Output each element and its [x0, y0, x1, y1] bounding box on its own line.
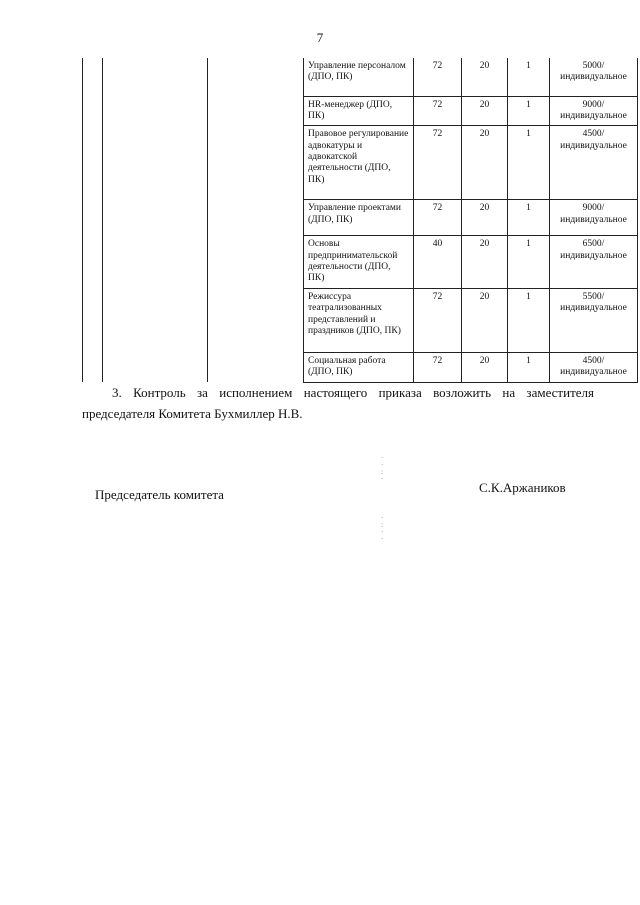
count-cell: 1 — [508, 126, 550, 200]
blank-cell — [208, 126, 304, 200]
blank-cell — [83, 58, 103, 96]
training-form: индивидуальное — [560, 110, 627, 121]
training-form: индивидуальное — [560, 140, 627, 151]
hours-cell: 40 — [414, 236, 462, 289]
price-value: 9000/ — [582, 99, 605, 110]
training-form: индивидуальное — [560, 214, 627, 225]
students-cell: 20 — [462, 126, 508, 200]
blank-cell — [103, 352, 208, 382]
blank-cell — [208, 288, 304, 352]
blank-cell — [83, 96, 103, 126]
blank-cell — [103, 96, 208, 126]
price-value: 9000/ — [582, 203, 605, 214]
table-row — [83, 200, 638, 236]
count-cell: 1 — [508, 96, 550, 126]
table-row — [83, 126, 638, 200]
students-cell: 20 — [462, 236, 508, 289]
blank-cell — [103, 200, 208, 236]
blank-cell — [83, 236, 103, 289]
count-cell: 1 — [508, 236, 550, 289]
blank-cell — [83, 352, 103, 382]
blank-cell — [208, 96, 304, 126]
students-cell: 20 — [462, 288, 508, 352]
blank-cell — [83, 126, 103, 200]
training-form: индивидуальное — [560, 72, 627, 83]
course-name-cell: Основы предпринимательской деятельности (ДПО, ПК) — [304, 236, 414, 289]
price-cell — [550, 58, 638, 96]
hours-cell: 72 — [414, 288, 462, 352]
table-row — [83, 96, 638, 126]
price-value: 4500/ — [582, 129, 605, 140]
hours-cell: 72 — [414, 200, 462, 236]
table-row — [83, 236, 638, 289]
hours-cell: 72 — [414, 96, 462, 126]
training-form: индивидуальное — [560, 250, 627, 261]
blank-cell — [208, 58, 304, 96]
price-cell — [550, 352, 638, 382]
price-cell — [550, 288, 638, 352]
hours-cell: 72 — [414, 126, 462, 200]
count-cell: 1 — [508, 58, 550, 96]
blank-cell — [208, 352, 304, 382]
price-value: 6500/ — [582, 239, 605, 250]
price-cell — [550, 126, 638, 200]
blank-cell — [103, 236, 208, 289]
count-cell: 1 — [508, 352, 550, 382]
course-name-cell: Правовое регулирование адвокатуры и адвокатской деятельности (ДПО, ПК) — [304, 126, 414, 200]
course-name-cell: Управление персоналом (ДПО, ПК) — [304, 58, 414, 96]
students-cell: 20 — [462, 352, 508, 382]
price-cell — [550, 96, 638, 126]
blank-cell — [83, 200, 103, 236]
scan-marks-bottom: · : · · — [381, 514, 384, 543]
hours-cell: 72 — [414, 352, 462, 382]
count-cell: 1 — [508, 200, 550, 236]
course-name-cell: HR-менеджер (ДПО, ПК) — [304, 96, 414, 126]
scan-marks-top: · · : · — [381, 454, 384, 483]
price-cell — [550, 236, 638, 289]
blank-cell — [103, 58, 208, 96]
blank-cell — [103, 126, 208, 200]
table-row — [83, 352, 638, 382]
training-form: индивидуальное — [560, 367, 627, 378]
price-value: 5000/ — [582, 61, 605, 71]
course-name-cell: Управление проектами (ДПО, ПК) — [304, 200, 414, 236]
blank-cell — [103, 288, 208, 352]
price-cell — [550, 200, 638, 236]
students-cell: 20 — [462, 96, 508, 126]
course-name-cell: Режиссура театрализованных представлений и праздников (ДПО, ПК) — [304, 288, 414, 352]
students-cell: 20 — [462, 58, 508, 96]
blank-cell — [208, 200, 304, 236]
table-row — [83, 58, 638, 96]
students-cell: 20 — [462, 200, 508, 236]
table-row — [83, 288, 638, 352]
hours-cell: 72 — [414, 58, 462, 96]
order-paragraph: 3. Контроль за исполнением настоящего приказа возложить на заместителя председателя Комитета Бухмиллер Н.В. — [82, 385, 594, 422]
courses-table-body — [83, 58, 638, 382]
signature-title: Председатель комитета — [95, 487, 224, 502]
training-form: индивидуальное — [560, 303, 627, 314]
signature-name: С.К.Аржаников — [479, 480, 566, 495]
price-value: 4500/ — [582, 355, 605, 366]
price-value: 5500/ — [582, 291, 605, 302]
count-cell: 1 — [508, 288, 550, 352]
courses-table — [82, 58, 638, 383]
course-name-cell: Социальная работа (ДПО, ПК) — [304, 352, 414, 382]
page-number: 7 — [316, 30, 324, 45]
blank-cell — [208, 236, 304, 289]
blank-cell — [83, 288, 103, 352]
